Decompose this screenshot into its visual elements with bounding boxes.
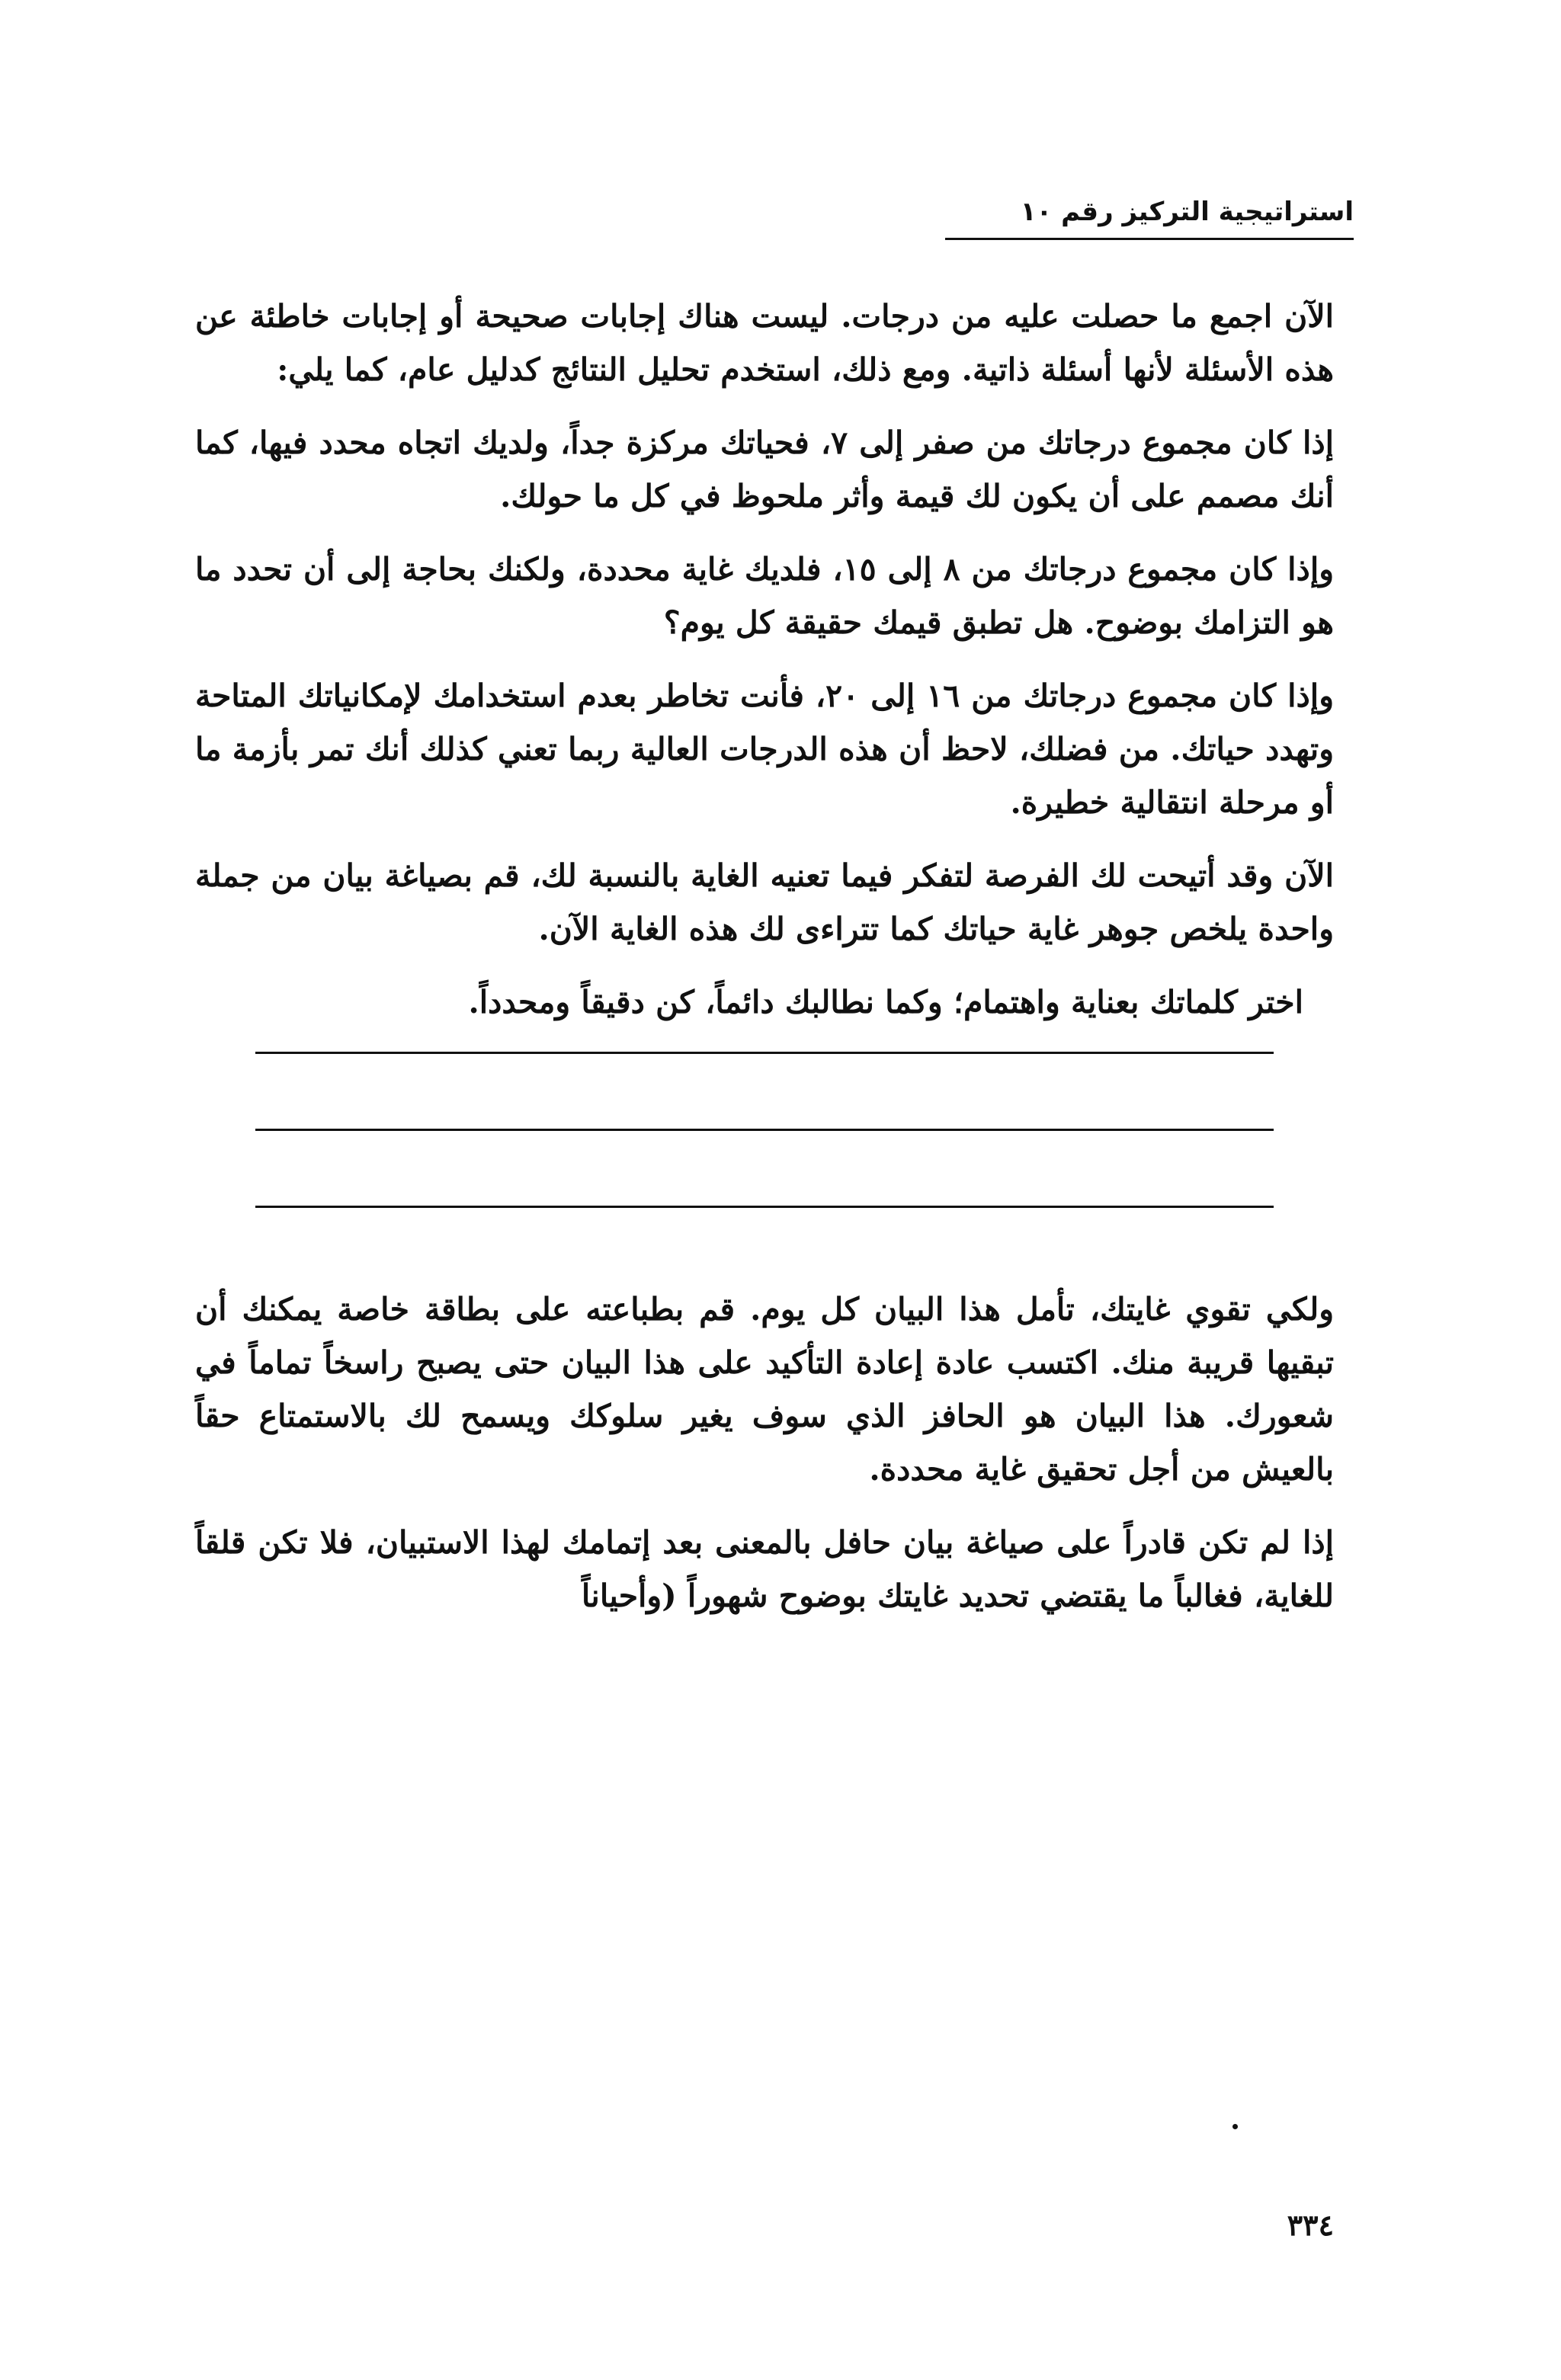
answer-lines: [195, 1052, 1334, 1208]
answer-line[interactable]: [255, 1052, 1274, 1054]
paragraph-score-0-7: إذا كان مجموع درجاتك من صفر إلى ٧، فحياتك مركزة جداً، ولديك اتجاه محدد فيها، كما أنك مصمم على أن يكون لك قيمة وأثر ملحوظ في كل ما حولك.: [195, 424, 1334, 514]
paragraph-strengthen-purpose: ولكي تقوي غايتك، تأمل هذا البيان كل يوم. قم بطباعته على بطاقة خاصة يمكنك أن تبقيها قريبة منك. اكتسب عادة إعادة التأكيد على هذا البيان حتى يصبح راسخاً تماماً في شعورك. هذا البيان هو الحافز الذي سوف يغير سلوكك ويسمح لك بالاستمتاع حقاً بالعيش من أجل تحقيق غاية محددة.: [195, 1291, 1334, 1488]
answer-line[interactable]: [255, 1206, 1274, 1208]
paragraph-if-unable: إذا لم تكن قادراً على صياغة بيان حافل بالمعنى بعد إتمامك لهذا الاستبيان، فلا تكن قلقاً للغاية، فغالباً ما يقتضي تحديد غايتك بوضوح شهوراً (وأحياناً: [195, 1524, 1334, 1614]
answer-line[interactable]: [255, 1129, 1274, 1131]
paragraph-score-16-20: وإذا كان مجموع درجاتك من ١٦ إلى ٢٠، فأنت تخاطر بعدم استخدامك لإمكانياتك المتاحة وتهدد حياتك. من فضلك، لاحظ أن هذه الدرجات العالية ربما تعني كذلك أنك تمر بأزمة ما أو مرحلة انتقالية خطيرة.: [195, 677, 1335, 821]
stray-mark: [1232, 2124, 1238, 2129]
paragraph-score-8-15: وإذا كان مجموع درجاتك من ٨ إلى ١٥، فلديك غاية محددة، ولكنك بحاجة إلى أن تحدد ما هو التزامك بوضوح. هل تطبق قيمك حقيقة كل يوم؟: [195, 551, 1335, 641]
paragraph-purpose-statement: الآن وقد أتيحت لك الفرصة لتفكر فيما تعنيه الغاية بالنسبة لك، قم بصياغة بيان من جملة واحدة يلخص جوهر غاية حياتك كما تتراءى لك هذه الغاية الآن.: [195, 857, 1334, 947]
paragraph-scoring-intro: الآن اجمع ما حصلت عليه من درجات. ليست هناك إجابات صحيحة أو إجابات خاطئة عن هذه الأسئلة لأنها أسئلة ذاتية. ومع ذلك، استخدم تحليل النتائج كدليل عام، كما يلي:: [195, 298, 1334, 388]
page-number: ٣٣٤: [1287, 2208, 1334, 2242]
running-header: [945, 189, 1354, 240]
page-body: [195, 290, 1334, 1642]
writing-prompt: اختر كلماتك بعناية واهتمام؛ وكما نطالبك دائماً، كن دقيقاً ومحدداً.: [468, 984, 1303, 1020]
chapter-title: استراتيجية التركيز رقم ١٠: [1020, 197, 1354, 227]
